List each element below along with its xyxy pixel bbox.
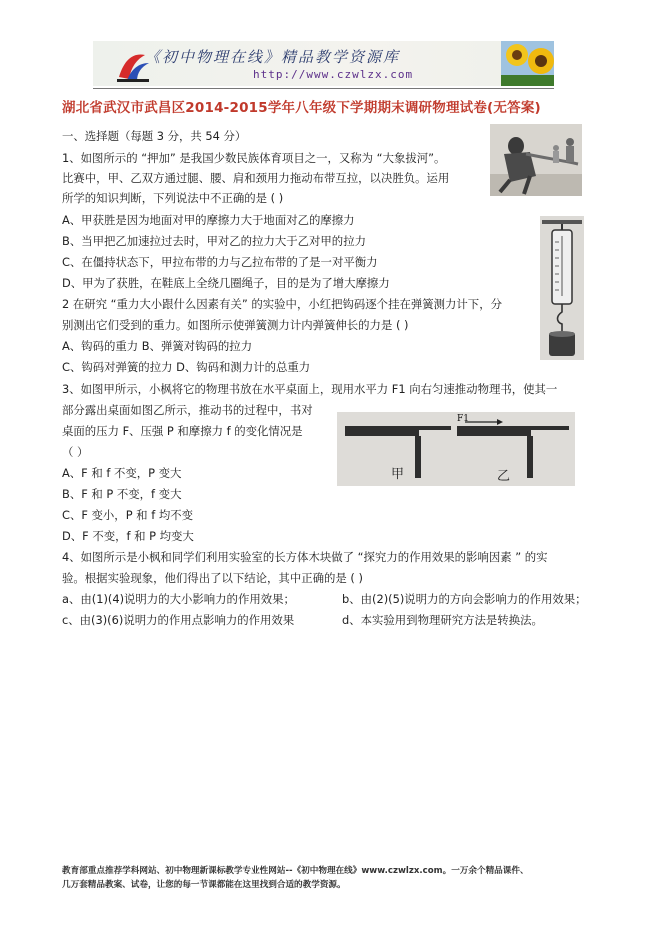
q1-option-d: D、甲为了获胜，在鞋底上全绕几圈绳子，目的是为了增大摩擦力: [62, 276, 390, 290]
q3-option-a: A、F 和 f 不变，P 变大: [62, 466, 182, 480]
q1-option-b: B、当甲把乙加速拉过去时，甲对乙的拉力大于乙对甲的拉力: [62, 234, 366, 248]
q4-option-b: b、由(2)(5)说明力的方向会影响力的作用效果；: [342, 592, 587, 606]
q3-option-c: C、F 变小，P 和 f 均不变: [62, 508, 193, 522]
header-banner: [93, 41, 554, 86]
q4-option-c: c、由(3)(6)说明力的作用点影响力的作用效果: [62, 613, 295, 627]
q4-line-1: 4、如图所示是小枫和同学们利用实验室的长方体木块做了 “探究力的作用效果的影响因素 ” 的实: [62, 550, 548, 564]
fig3-f1-label: F1: [457, 414, 469, 424]
q1-line-1: 1、如图所示的 “押加” 是我国少数民族体育项目之一，又称为 “大象拔河”。: [62, 151, 446, 165]
q4-line-2: 验。根据实验现象，他们得出了以下结论，其中正确的是 ( ): [62, 571, 363, 585]
footer-line-2: 几万套精品教案、试卷，让您的每一节课都能在这里找到合适的教学资源。: [62, 880, 346, 890]
q4-option-d: d、本实验用到物理研究方法是转换法。: [342, 613, 543, 627]
q3-line-4: （ ）: [62, 445, 89, 459]
fig3-jia-label: 甲: [391, 467, 405, 482]
q3-book-table-figure: [337, 412, 575, 486]
q3-line-1: 3、如图甲所示，小枫将它的物理书放在水平桌面上，现用水平力 F1 向右匀速推动物理书，使其一: [62, 382, 558, 396]
page-title: 湖北省武汉市武昌区2014-2015学年八年级下学期期末调研物理试卷(无答案): [62, 100, 541, 116]
banner-url[interactable]: http://www.czwlzx.com: [253, 68, 414, 81]
q2-line-1: 2 在研究 “重力大小跟什么因素有关” 的实验中，小红把钩码逐个挂在弹簧测力计下，分: [62, 297, 502, 311]
q2-line-2: 别测出它们受到的重力。如图所示使弹簧测力计内弹簧伸长的力是 ( ): [62, 318, 409, 332]
q3-line-2: 部分露出桌面如图乙所示，推动书的过程中，书对: [62, 403, 313, 417]
q1-option-c: C、在僵持状态下，甲拉布带的力与乙拉布带的了是一对平衡力: [62, 255, 378, 269]
q1-line-2: 比赛中，甲、乙双方通过腿、腰、肩和颈用力拖动布带互拉，以决胜负。运用: [62, 171, 450, 185]
sunflower-icon: [501, 41, 554, 86]
footer-line-1: 教育部重点推荐学科网站、初中物理新课标教学专业性网站--《初中物理在线》www.czwlzx.com。一万余个精品课件、: [62, 866, 529, 876]
fig3-yi-label: 乙: [497, 469, 511, 484]
header-rule: [93, 88, 554, 89]
q2-options-cd: C、钩码对弹簧的拉力 D、钩码和测力计的总重力: [62, 360, 311, 374]
q1-option-a: A、甲获胜是因为地面对甲的摩擦力大于地面对乙的摩擦力: [62, 213, 355, 227]
q2-options-ab: A、钩码的重力 B、弹簧对钩码的拉力: [62, 339, 253, 353]
q3-line-3: 桌面的压力 F、压强 P 和摩擦力 f 的变化情况是: [62, 424, 303, 438]
banner-title: 《初中物理在线》精品教学资源库: [145, 48, 401, 66]
q3-option-d: D、F 不变，f 和 P 均变大: [62, 529, 194, 543]
q4-option-a: a、由(1)(4)说明力的大小影响力的作用效果；: [62, 592, 295, 606]
page-footer: [62, 864, 602, 892]
q1-tug-of-war-figure: [490, 124, 582, 196]
q2-spring-scale-figure: [540, 216, 584, 360]
q3-option-b: B、F 和 P 不变，f 变大: [62, 487, 182, 501]
section-heading: 一、选择题（每题 3 分，共 54 分）: [62, 129, 247, 143]
q1-line-3: 所学的知识判断，下列说法中不正确的是 ( ): [62, 191, 284, 205]
